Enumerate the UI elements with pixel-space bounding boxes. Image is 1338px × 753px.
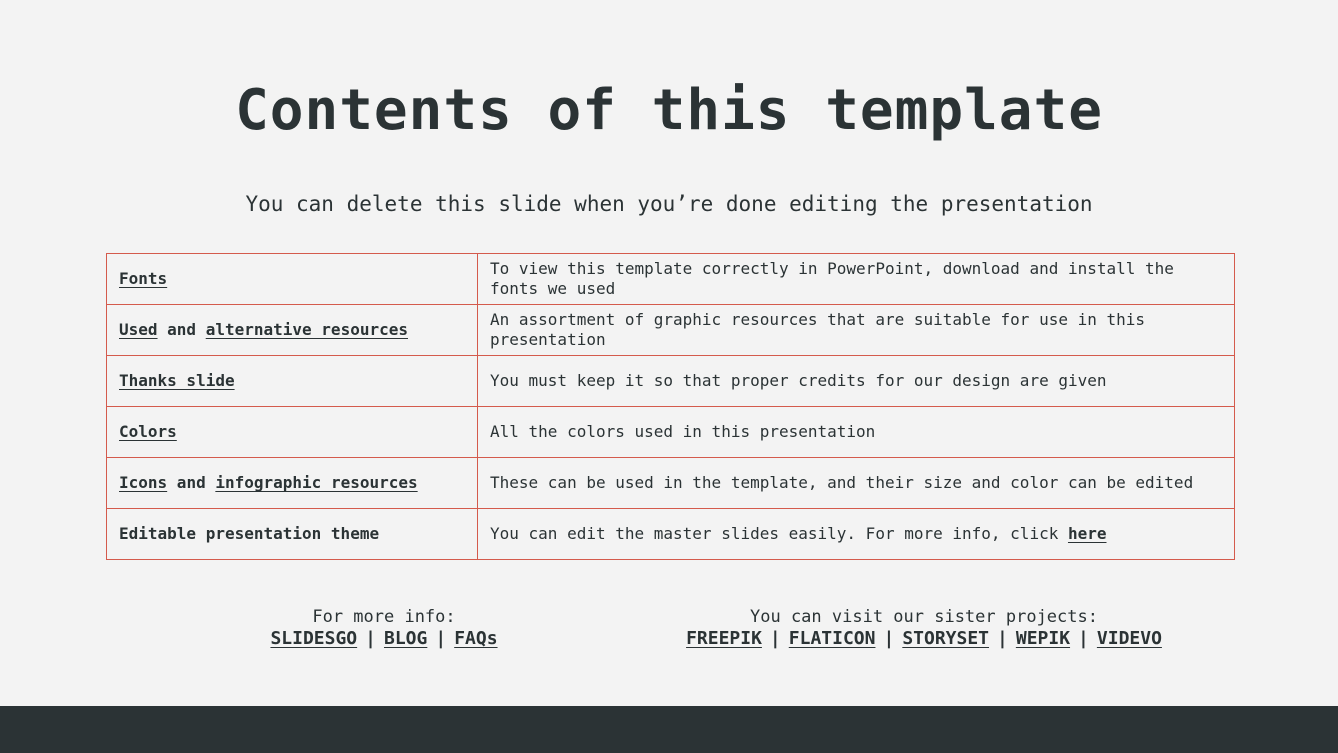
link-separator: | <box>997 628 1008 649</box>
table-row <box>107 509 1235 560</box>
sister-projects-heading: You can visit our sister projects: <box>750 607 1098 627</box>
link-separator: | <box>769 628 781 649</box>
row-name-text: Editable presentation theme <box>119 524 380 543</box>
here-link[interactable]: here <box>1067 524 1107 543</box>
row-description-cell <box>478 509 1235 560</box>
fonts-link[interactable]: Fonts <box>119 269 168 288</box>
row-name-cell <box>107 509 478 560</box>
freepik-link[interactable]: FREEPIK <box>686 628 762 649</box>
videvo-link[interactable]: VIDEVO <box>1096 628 1162 649</box>
table-row <box>107 356 1235 407</box>
table-row <box>107 254 1235 305</box>
row-description: An assortment of graphic resources that are suitable for use in this presentation <box>490 310 1146 349</box>
row-description-cell <box>478 458 1235 509</box>
flaticon-link[interactable]: FLATICON <box>788 628 876 649</box>
row-name-text: and <box>167 473 216 492</box>
wepik-link[interactable]: WEPIK <box>1015 628 1071 649</box>
table-row <box>107 305 1235 356</box>
table-row <box>107 458 1235 509</box>
row-description: All the colors used in this presentation <box>490 422 876 441</box>
row-description: You can edit the master slides easily. For more info, click <box>490 524 1068 543</box>
faqs-link[interactable]: FAQs <box>454 628 498 649</box>
used-link[interactable]: Used <box>119 320 158 339</box>
row-description-cell <box>478 254 1235 305</box>
more-info-heading: For more info: <box>312 607 456 627</box>
row-description-cell <box>478 305 1235 356</box>
slide-subtitle: You can delete this slide when you’re done editing the presentation <box>245 192 1093 216</box>
infographic-resources-link[interactable]: infographic resources <box>215 473 418 492</box>
row-name-cell <box>107 356 478 407</box>
colors-link[interactable]: Colors <box>119 422 177 441</box>
sister-projects-links <box>620 628 1228 650</box>
row-name-cell <box>107 458 478 509</box>
row-name-cell <box>107 407 478 458</box>
slide-title: Contents of this template <box>235 78 1103 143</box>
row-description: These can be used in the template, and their size and color can be edited <box>490 473 1194 492</box>
icons-link[interactable]: Icons <box>119 473 168 492</box>
row-description: You must keep it so that proper credits for our design are given <box>490 371 1107 390</box>
link-separator: | <box>1078 628 1089 649</box>
thanks-slide-link[interactable]: Thanks slide <box>119 371 235 390</box>
row-name-cell <box>107 305 478 356</box>
row-name-text: and <box>157 320 206 339</box>
slidesgo-link[interactable]: SLIDESGO <box>270 628 358 649</box>
bottom-bar <box>0 706 1338 753</box>
row-description-cell <box>478 356 1235 407</box>
contents-table <box>106 253 1235 560</box>
sister-projects-block <box>620 606 1228 650</box>
link-separator: | <box>435 628 447 649</box>
more-info-block <box>234 606 534 650</box>
blog-link[interactable]: BLOG <box>383 628 428 649</box>
more-info-links <box>234 628 534 650</box>
row-description: To view this template correctly in PowerPoint, download and install the fonts we used <box>490 259 1174 298</box>
contents-table-body <box>107 254 1235 560</box>
alternative-resources-link[interactable]: alternative resources <box>205 320 408 339</box>
storyset-link[interactable]: STORYSET <box>902 628 990 649</box>
link-separator: | <box>883 628 895 649</box>
table-row <box>107 407 1235 458</box>
row-description-cell <box>478 407 1235 458</box>
link-separator: | <box>365 628 376 649</box>
row-name-cell <box>107 254 478 305</box>
